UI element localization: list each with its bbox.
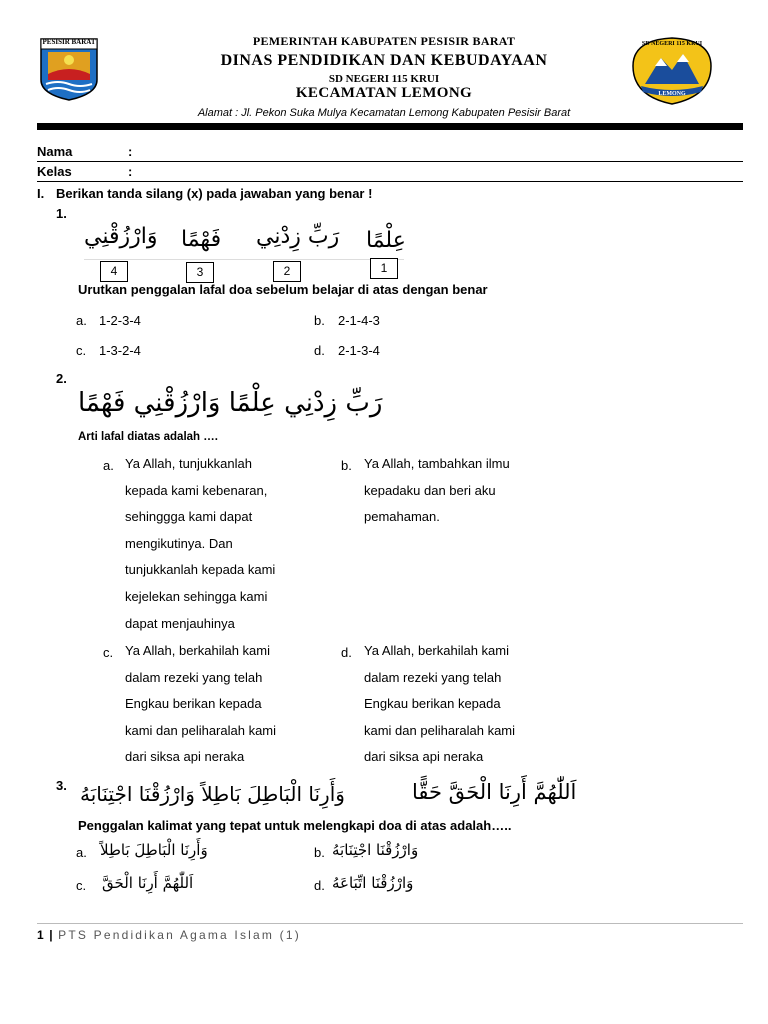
q1-segment-arabic: وَارْزُقْنِي <box>84 224 158 249</box>
header-address: Alamat : Jl. Pekon Suka Mulya Kecamatan Lemong Kabupaten Pesisir Barat <box>197 107 571 119</box>
q1-number: 1. <box>56 206 67 221</box>
header-divider <box>37 123 743 130</box>
class-line <box>37 181 743 182</box>
q3-arabic-right: اَللّٰهُمَّ أَرِنَا الْحَقَّ حَقًّا <box>412 780 577 804</box>
q3-arabic-left: وَأَرِنَا الْبَاطِلَ بَاطِلاً وَارْزُقْنَا اجْتِنَابَهُ <box>80 782 345 806</box>
q3-option-arabic[interactable]: وَارْزُقْنَا اجْتِنَابَهُ <box>332 841 419 859</box>
header-department: DINAS PENDIDIKAN DAN KEBUDAYAAN <box>220 52 548 69</box>
q2-option-d-text[interactable]: Ya Allah, berkahilah kami dalam rezeki yang telah Engkau berikan kepada kami dan peliharalah kami dari siksa api neraka <box>364 643 516 765</box>
name-label: Nama <box>37 144 73 159</box>
footer-separator: | <box>49 928 53 942</box>
footer-page-number: 1 <box>37 928 44 942</box>
footer <box>37 928 301 942</box>
q2-number: 2. <box>56 371 67 386</box>
q1-option-letter[interactable]: a. <box>76 313 87 328</box>
q2-option-b-text[interactable]: Ya Allah, tambahkan ilmu kepadaku dan beri aku pemahaman. <box>364 456 510 525</box>
q3-question: Penggalan kalimat yang tepat untuk melengkapi doa di atas adalah….. <box>78 818 512 833</box>
q1-segment-arabic: عِلْمًا <box>366 228 406 253</box>
footer-divider <box>37 923 743 924</box>
q2-arabic-prayer: رَبِّ زِدْنِي عِلْمًا وَارْزُقْنِي فَهْمًا <box>78 388 383 418</box>
q1-number-box: 2 <box>273 261 301 282</box>
q1-number-box: 3 <box>186 262 214 283</box>
logo-right-bottom-text: LEMONG <box>658 91 686 97</box>
q3-option-arabic[interactable]: اَللّٰهُمَّ أَرِنَا الْحَقَّ <box>102 874 194 892</box>
name-line <box>37 161 743 162</box>
q1-segment-arabic: فَهْمًا <box>181 227 222 252</box>
q1-option-text[interactable]: 2-1-3-4 <box>338 343 380 358</box>
q2-option-a-text[interactable]: Ya Allah, tunjukkanlah kepada kami kebenaran, sehinggga kami dapat mengikutinya. Dan tunjukkanlah kepada kami kejelekan sehingga kami dapat menjauhinya <box>125 456 276 631</box>
q1-question: Urutkan penggalan lafal doa sebelum belajar di atas dengan benar <box>78 282 488 297</box>
q1-option-letter[interactable]: c. <box>76 343 87 358</box>
class-label: Kelas <box>37 164 72 179</box>
q3-number: 3. <box>56 778 67 793</box>
header-district: KECAMATAN LEMONG <box>295 85 473 101</box>
header-government: PEMERINTAH KABUPATEN PESISIR BARAT <box>252 34 516 48</box>
q1-number-box: 4 <box>100 261 128 282</box>
header-school: SD NEGERI 115 KRUI <box>328 73 440 85</box>
q3-option-letter[interactable]: a. <box>76 845 87 860</box>
q2-option-d-letter[interactable]: d. <box>341 645 352 660</box>
q1-option-text[interactable]: 1-3-2-4 <box>99 343 141 358</box>
q3-option-letter[interactable]: d. <box>314 878 325 893</box>
class-colon: : <box>128 164 133 179</box>
q1-option-letter[interactable]: b. <box>314 313 325 328</box>
q3-option-letter[interactable]: b. <box>314 845 325 860</box>
q2-option-b-letter[interactable]: b. <box>341 458 352 473</box>
q2-option-a-letter[interactable]: a. <box>103 458 114 473</box>
q1-segment-baseline <box>84 259 404 260</box>
q2-option-c-letter[interactable]: c. <box>103 645 114 660</box>
q3-option-arabic[interactable]: وَأَرِنَا الْبَاطِلَ بَاطِلاً <box>100 841 208 859</box>
logo-left-text: PESISIR BARAT <box>42 38 96 46</box>
section-instruction: Berikan tanda silang (x) pada jawaban yang benar ! <box>56 186 373 201</box>
q1-number-box: 1 <box>370 258 398 279</box>
q1-option-text[interactable]: 2-1-4-3 <box>338 313 380 328</box>
q1-option-letter[interactable]: d. <box>314 343 325 358</box>
q2-question: Arti lafal diatas adalah …. <box>78 431 218 443</box>
q1-segment-arabic: رَبِّ زِدْنِي <box>256 224 340 249</box>
logo-right-top-text: SD NEGERI 115 KRUI <box>641 41 703 47</box>
q3-option-letter[interactable]: c. <box>76 878 87 893</box>
q3-option-arabic[interactable]: وَارْزُقْنَا اتِّبَاعَهُ <box>332 874 414 892</box>
q2-option-c-text[interactable]: Ya Allah, berkahilah kami dalam rezeki yang telah Engkau berikan kepada kami dan peliharalah kami dari siksa api neraka <box>125 643 277 765</box>
q1-option-text[interactable]: 1-2-3-4 <box>99 313 141 328</box>
footer-title: PTS Pendidikan Agama Islam (1) <box>58 928 301 942</box>
name-colon: : <box>128 144 133 159</box>
section-number: I. <box>37 186 45 201</box>
